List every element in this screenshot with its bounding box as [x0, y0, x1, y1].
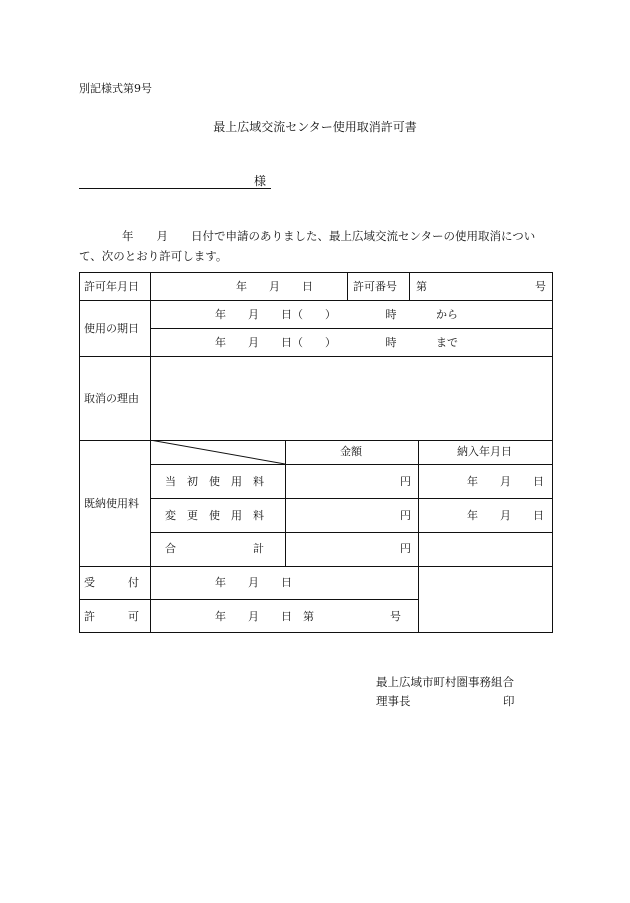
- document-title: 最上広域交流センター使用取消許可書: [213, 120, 417, 134]
- reason-label: 取消の理由: [84, 392, 139, 405]
- column-paid-date: 納入年月日: [457, 445, 512, 458]
- permit-number-label: 許可番号: [353, 280, 397, 293]
- column-amount: 金額: [340, 445, 362, 458]
- period-label: 使用の期日: [84, 322, 139, 335]
- permit-date-label: 許可年月日: [84, 280, 139, 293]
- row-line-2: [79, 356, 553, 357]
- period-from-suffix: から: [436, 308, 458, 321]
- fee-row-initial-label: 当 初 使 用 料: [165, 475, 264, 488]
- paid-col-divider-b: [418, 440, 419, 633]
- receipt-date: 年 月 日: [215, 576, 292, 589]
- permit-number-suffix: 号: [535, 280, 546, 293]
- row1-divider-a: [347, 272, 348, 300]
- period-to-suffix: まで: [436, 336, 458, 349]
- approval-number-suffix: 号: [390, 610, 401, 623]
- seal-mark: 印: [503, 694, 515, 708]
- issuer-title: 理事長: [376, 694, 411, 708]
- addressee-line: [79, 188, 271, 189]
- paid-fees-label: 既納使用料: [84, 497, 139, 510]
- period-from: 年 月 日（ ） 時: [215, 308, 397, 321]
- fee-row-changed-date: 年 月 日: [467, 509, 544, 522]
- row-line-5: [79, 599, 419, 600]
- fee-row-changed-label: 変 更 使 用 料: [165, 509, 264, 522]
- permit-number-prefix: 第: [416, 280, 427, 293]
- period-to: 年 月 日（ ） 時: [215, 336, 397, 349]
- table-border-right: [552, 272, 553, 633]
- fee-row-changed-yen: 円: [400, 509, 411, 522]
- body-text-line-2: て、次のとおり許可します。: [79, 249, 228, 263]
- fee-row-total-yen: 円: [400, 542, 411, 555]
- fee-row-initial-date: 年 月 日: [467, 475, 544, 488]
- form-number: 別記様式第9号: [79, 82, 152, 95]
- period-split-line: [150, 328, 553, 329]
- receipt-label: 受 付: [84, 576, 139, 589]
- table-border-left: [79, 272, 80, 633]
- permit-date-value: 年 月 日: [236, 280, 313, 293]
- paid-row-line-2: [150, 532, 553, 533]
- paid-row-line-1: [150, 498, 553, 499]
- body-text-line-1: 年 月 日付で申請のありました、最上広域交流センターの使用取消につい: [122, 229, 536, 243]
- issuer-organization: 最上広域市町村圏事務組合: [376, 675, 514, 689]
- fee-row-initial-yen: 円: [400, 475, 411, 488]
- row1-divider-b: [409, 272, 410, 300]
- row-line-1: [79, 300, 553, 301]
- diagonal-header-cell: [150, 440, 286, 465]
- fee-row-total-label: 合 計: [165, 542, 264, 555]
- row-line-4: [79, 566, 553, 567]
- addressee-suffix: 様: [254, 174, 267, 188]
- approval-label: 許 可: [84, 610, 139, 623]
- approval-date: 年 月 日 第: [215, 610, 314, 623]
